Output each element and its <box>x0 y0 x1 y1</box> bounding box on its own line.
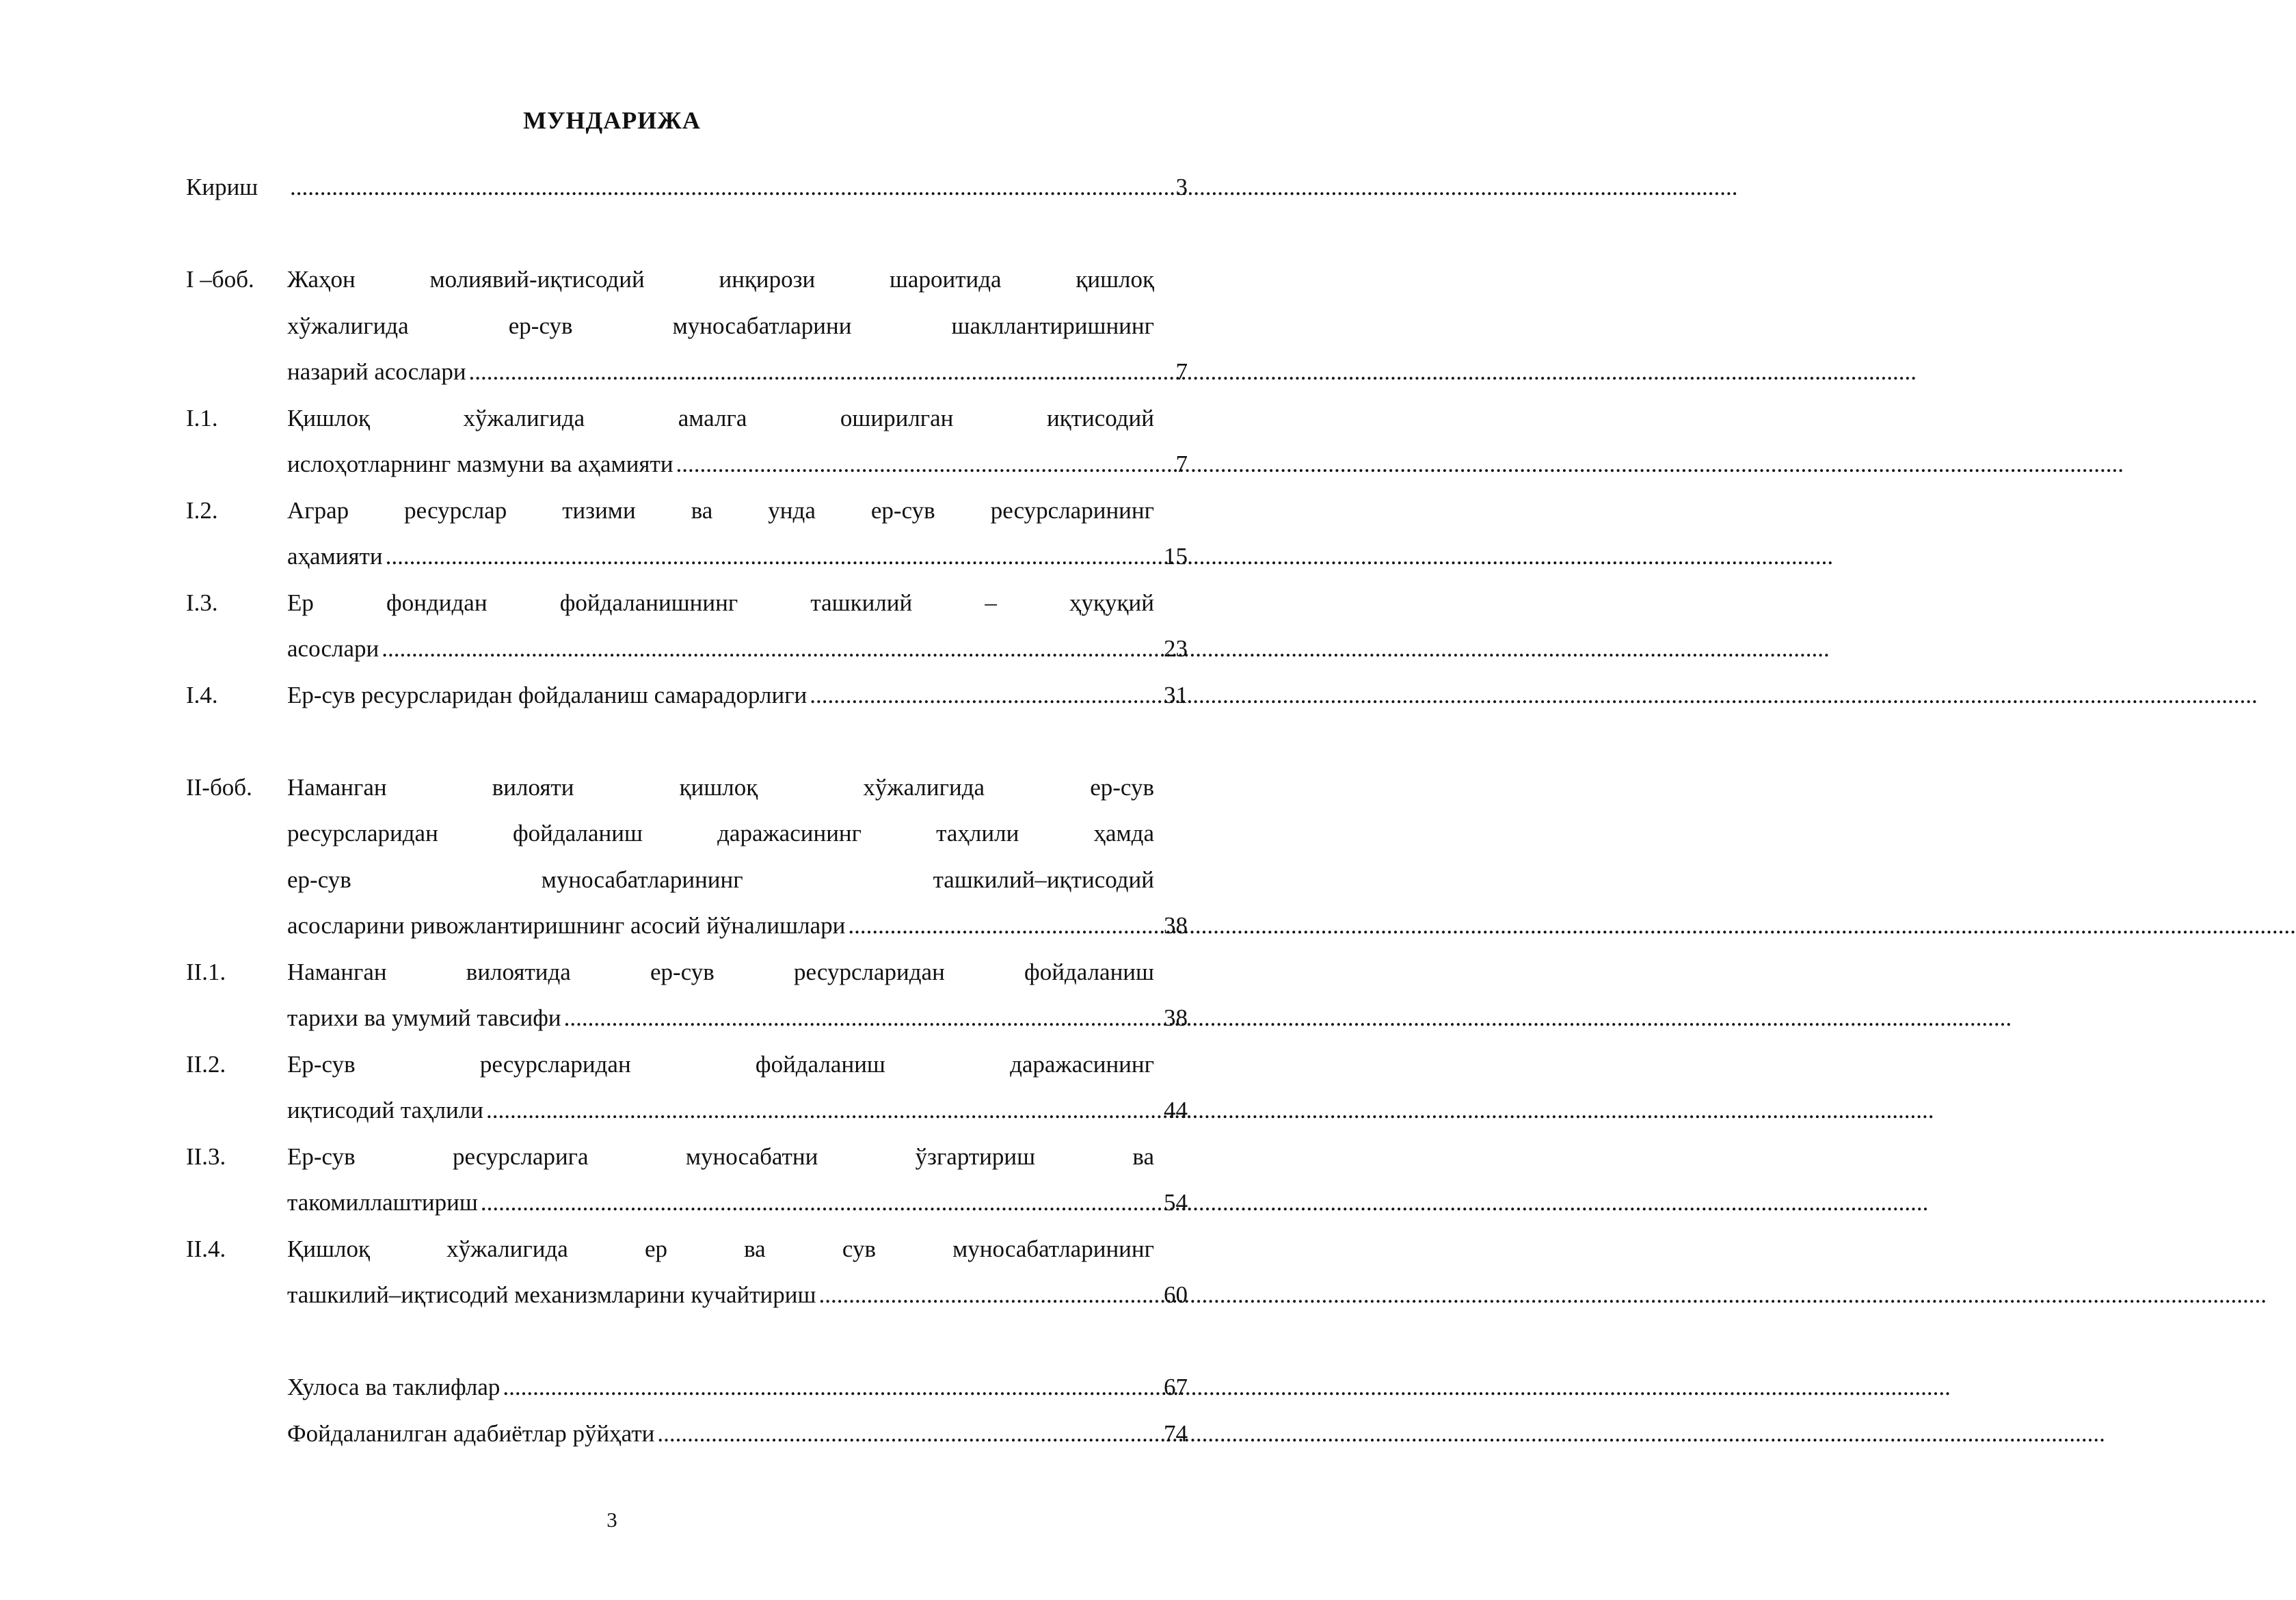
toc-entry-title-line: Ер-сув ресурсларидан фойдаланиш даражасининг <box>287 1050 1154 1078</box>
toc-entry-title-line: аҳамияти <box>287 543 383 570</box>
toc-entry-title-line: Аграр ресурслар тизими ва унда ер-сув ресурсларининг <box>287 496 1154 524</box>
toc-entry-page: 7 <box>1175 451 1188 477</box>
toc-entry-section-1-3 <box>186 580 1188 672</box>
toc-entry-number: II-боб. <box>186 773 252 801</box>
toc-entry-section-1-4 <box>186 672 1188 719</box>
toc-entry-title-line: ресурсларидан фойдаланиш даражасининг таҳлили ҳамда <box>287 820 1154 846</box>
leader-dots <box>386 533 1834 580</box>
toc-entry-title-line: Фойдаланилган адабиётлар рўйҳати <box>287 1419 655 1447</box>
leader-dots <box>564 995 2012 1041</box>
leader-dots <box>382 626 1830 672</box>
toc-entry-references <box>186 1411 1188 1457</box>
toc-entry-title-line: ислоҳотларнинг мазмуни ва аҳамияти <box>287 451 673 477</box>
leader-dots <box>290 164 1738 211</box>
toc-entry-title-line: Ер-сув ресурсларидан фойдаланиш самарадорлиги <box>287 681 807 708</box>
toc-entry-section-2-2 <box>186 1041 1188 1134</box>
toc-entry-number: II.2. <box>186 1050 226 1078</box>
leader-dots <box>657 1411 2105 1457</box>
toc-entry-title-line: ташкилий–иқтисодий механизмларини кучайтириш <box>287 1281 816 1308</box>
page-title: МУНДАРИЖА <box>523 107 701 134</box>
toc-entry-number: I.3. <box>186 589 218 616</box>
toc-entry-title-line: асослари <box>287 635 379 662</box>
toc-entry-page: 54 <box>1164 1189 1188 1216</box>
toc-entry-section-2-1 <box>186 949 1188 1041</box>
toc-entry-page: 15 <box>1164 543 1188 570</box>
toc-entry-page: 60 <box>1164 1281 1188 1308</box>
toc-entry-number: Кириш <box>186 174 258 200</box>
toc-entry-section-2-4 <box>186 1226 1188 1318</box>
toc-entry-title-line: такомиллаштириш <box>287 1189 478 1216</box>
toc-entry-number: II.3. <box>186 1143 226 1170</box>
toc-entry-page: 74 <box>1164 1419 1188 1447</box>
toc-entry-page: 23 <box>1164 635 1188 662</box>
toc-entry-page: 38 <box>1164 912 1188 939</box>
toc-entry-title-line: Қишлоқ хўжалигида ер ва сув муносабатларининг <box>287 1235 1154 1262</box>
leader-dots <box>676 441 2124 488</box>
toc-entry-page: 7 <box>1175 358 1188 385</box>
toc-entry-section-1-1 <box>186 395 1188 488</box>
leader-dots <box>810 672 2258 719</box>
toc-entry-page: 67 <box>1164 1374 1188 1400</box>
toc-entry-title-line: тарихи ва умумий тавсифи <box>287 1004 561 1031</box>
toc-entry-section-1-2 <box>186 488 1188 580</box>
toc-entry-number: II.4. <box>186 1235 226 1262</box>
toc-entry-title-line: Хулоса ва таклифлар <box>287 1374 500 1400</box>
toc-entry-page: 44 <box>1164 1097 1188 1123</box>
leader-dots <box>848 903 2296 949</box>
toc-entry-title-line: Қишлоқ хўжалигида амалга оширилган иқтисодий <box>287 404 1154 431</box>
toc-entry-title-line: ер-сув муносабатларининг ташкилий–иқтисодий <box>287 866 1154 893</box>
leader-dots <box>818 1272 2267 1318</box>
toc-entry-page: 3 <box>1175 174 1188 200</box>
toc-entry-title-line: Наманган вилоятида ер-сув ресурсларидан фойдаланиш <box>287 958 1154 985</box>
toc-entry-number: I.4. <box>186 681 218 708</box>
toc-entry-title-line: Ер-сув ресурсларига муносабатни ўзгартириш ва <box>287 1143 1154 1170</box>
toc-entry-title-line: Жаҳон молиявий-иқтисодий инқирози шароитида қишлоқ <box>287 266 1154 293</box>
toc-entry-number: I.2. <box>186 496 218 524</box>
toc-entry-conclusion <box>186 1364 1188 1411</box>
leader-dots <box>469 349 1917 395</box>
toc-entry-title-line: хўжалигида ер-сув муносабатларини шакллантиришнинг <box>287 312 1154 339</box>
table-of-contents <box>186 164 1188 1456</box>
toc-entry-section-2-3 <box>186 1134 1188 1226</box>
toc-entry-chapter-1 <box>186 256 1188 395</box>
leader-dots <box>486 1087 1934 1134</box>
toc-entry-number: I.1. <box>186 404 218 431</box>
page-number: 3 <box>606 1508 617 1532</box>
toc-entry-title-line: Наманган вилояти қишлоқ хўжалигида ер-сув <box>287 773 1154 801</box>
toc-entry-chapter-2 <box>186 764 1188 949</box>
toc-entry-title-line: иқтисодий таҳлили <box>287 1097 483 1123</box>
toc-entry-title-line: Ер фондидан фойдаланишнинг ташкилий – ҳуқуқий <box>287 589 1154 616</box>
toc-entry-introduction <box>186 164 1188 211</box>
leader-dots <box>503 1364 1951 1411</box>
toc-entry-title-line: асосларини ривожлантиришнинг асосий йўналишлари <box>287 912 846 939</box>
toc-entry-title-line: назарий асослари <box>287 358 466 385</box>
leader-dots <box>481 1179 1929 1226</box>
toc-entry-number: II.1. <box>186 958 226 985</box>
toc-entry-page: 31 <box>1164 681 1188 708</box>
toc-entry-page: 38 <box>1164 1004 1188 1031</box>
toc-entry-number: I –боб. <box>186 266 254 293</box>
